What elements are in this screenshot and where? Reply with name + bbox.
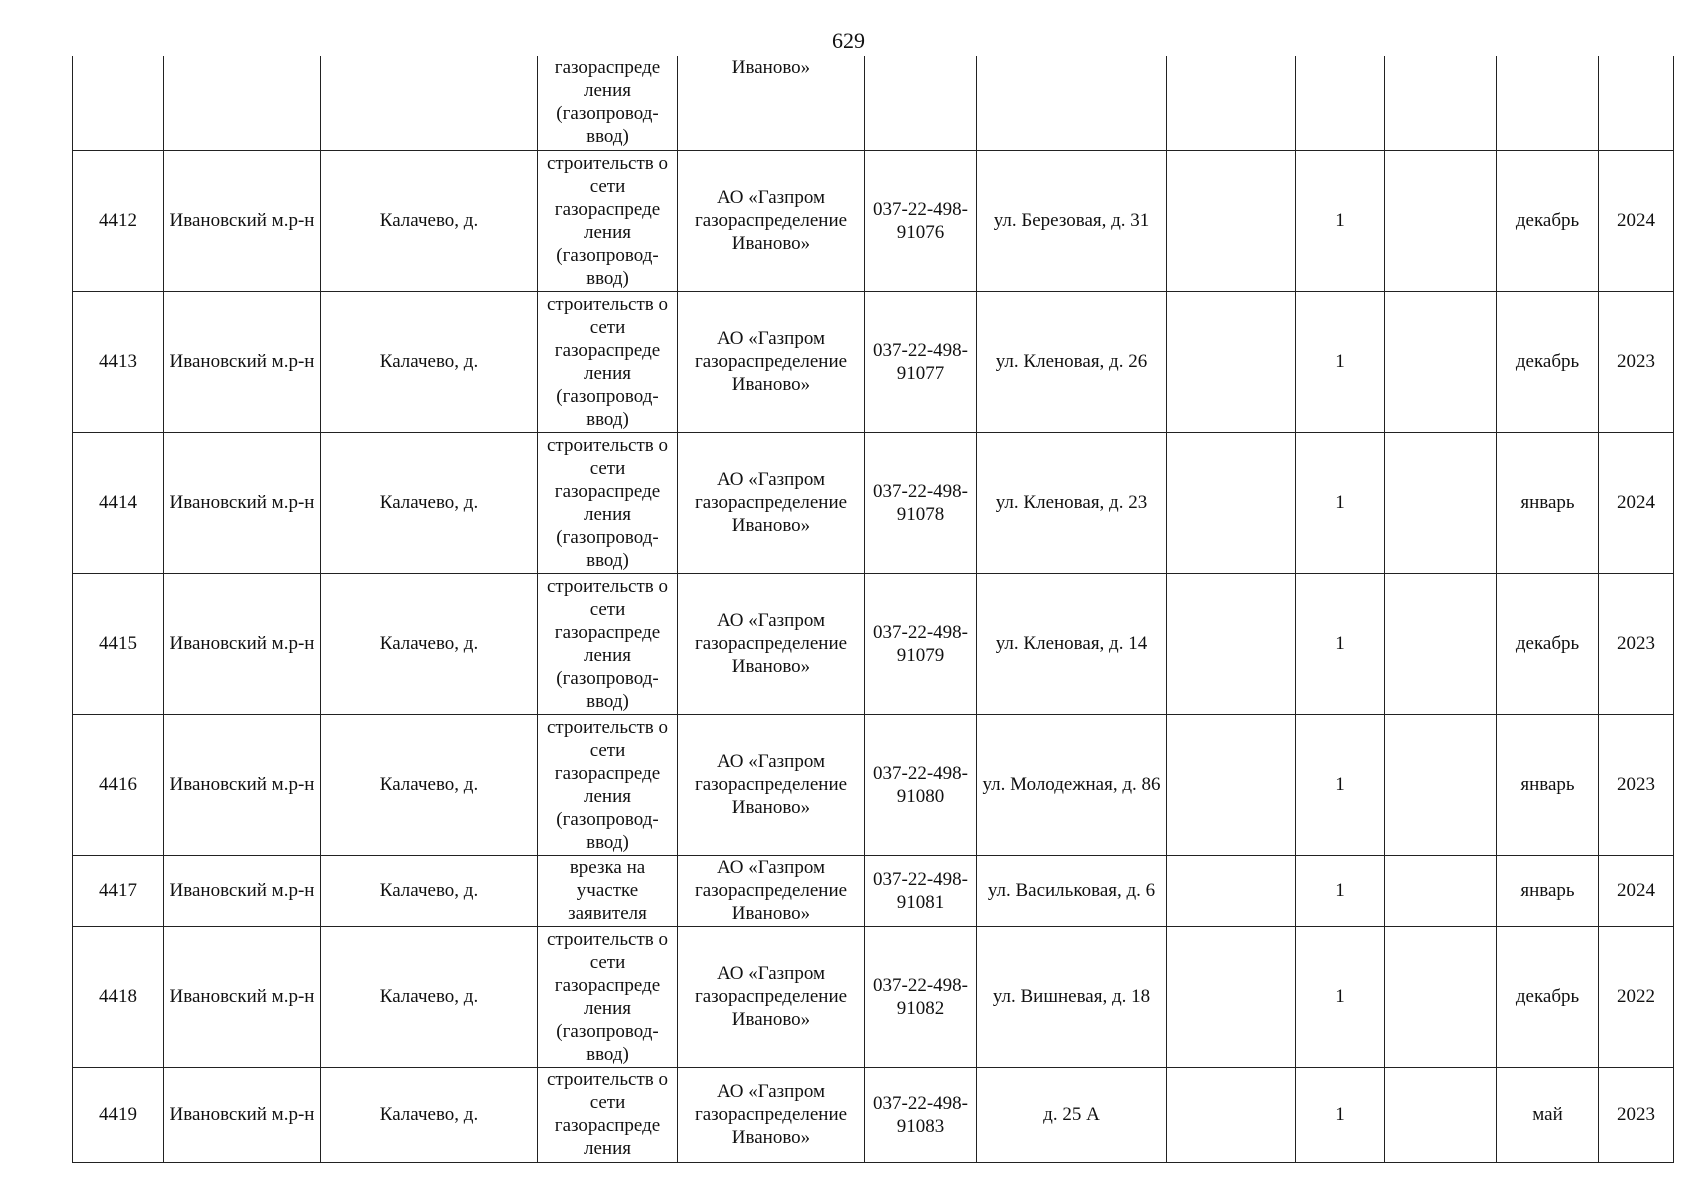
cell-num: 4412: [73, 150, 164, 291]
cell-org: АО «Газпром газораспределение Иваново»: [678, 432, 865, 573]
cell-year: 2024: [1599, 855, 1674, 926]
cell-address: ул. Молодежная, д. 86: [977, 714, 1167, 855]
cell-month: январь: [1497, 714, 1599, 855]
cell-month: январь: [1497, 432, 1599, 573]
cell-year: 2022: [1599, 926, 1674, 1067]
cell-locality: Калачево, д.: [321, 1067, 538, 1162]
cell-address: ул. Васильковая, д. 6: [977, 855, 1167, 926]
cell-org: АО «Газпром газораспределение Иваново»: [678, 926, 865, 1067]
cell-address: ул. Березовая, д. 31: [977, 150, 1167, 291]
cell-org: [678, 56, 865, 150]
table-row: [73, 926, 1674, 1067]
cell-code: [865, 56, 977, 150]
cell-month: май: [1497, 1067, 1599, 1162]
cell-district: Ивановский м.р-н: [164, 714, 321, 855]
cell-empty2: [1385, 56, 1497, 150]
cell-address: ул. Кленовая, д. 23: [977, 432, 1167, 573]
cell-district: Ивановский м.р-н: [164, 926, 321, 1067]
cell-month: декабрь: [1497, 926, 1599, 1067]
cell-year: [1599, 56, 1674, 150]
cell-district: Ивановский м.р-н: [164, 432, 321, 573]
cell-qty: 1: [1296, 291, 1385, 432]
cell-qty: 1: [1296, 926, 1385, 1067]
cell-work: строительств о сети газораспреде ления (газопровод-ввод): [538, 714, 678, 855]
cell-district: Ивановский м.р-н: [164, 1067, 321, 1162]
table-row: [73, 855, 1674, 926]
cell-num: 4415: [73, 573, 164, 714]
cell-work: строительств о сети газораспреде ления (газопровод-ввод): [538, 573, 678, 714]
table-row: [73, 573, 1674, 714]
cell-qty: 1: [1296, 855, 1385, 926]
cell-org: АО «Газпром газораспределение Иваново»: [678, 855, 865, 926]
cell-empty1: [1167, 1067, 1296, 1162]
cell-month: [1497, 56, 1599, 150]
cell-num: 4416: [73, 714, 164, 855]
cell-org: АО «Газпром газораспределение Иваново»: [678, 573, 865, 714]
cell-code: 037-22-498-91080: [865, 714, 977, 855]
cell-code: 037-22-498-91082: [865, 926, 977, 1067]
work-continuation: газораспреде ления (газопровод- ввод): [554, 57, 661, 147]
cell-qty: [1296, 56, 1385, 150]
cell-address: ул. Вишневая, д. 18: [977, 926, 1167, 1067]
cell-qty: 1: [1296, 714, 1385, 855]
cell-empty1: [1167, 926, 1296, 1067]
cell-empty1: [1167, 150, 1296, 291]
table-row: [73, 150, 1674, 291]
cell-work: строительств о сети газораспреде ления (газопровод-ввод): [538, 926, 678, 1067]
cell-locality: Калачево, д.: [321, 150, 538, 291]
cell-empty2: [1385, 432, 1497, 573]
cell-locality: Калачево, д.: [321, 714, 538, 855]
page-number: 629: [832, 28, 865, 53]
cell-locality: [321, 56, 538, 150]
continuation-row: [73, 56, 1674, 150]
cell-month: декабрь: [1497, 291, 1599, 432]
cell-district: Ивановский м.р-н: [164, 150, 321, 291]
cell-qty: 1: [1296, 150, 1385, 291]
gasification-table: [72, 56, 1674, 1163]
cell-address: д. 25 А: [977, 1067, 1167, 1162]
cell-locality: Калачево, д.: [321, 855, 538, 926]
cell-empty2: [1385, 855, 1497, 926]
cell-month: декабрь: [1497, 573, 1599, 714]
cell-locality: Калачево, д.: [321, 926, 538, 1067]
cell-locality: Калачево, д.: [321, 432, 538, 573]
cell-qty: 1: [1296, 573, 1385, 714]
cell-year: 2023: [1599, 573, 1674, 714]
cell-address: ул. Кленовая, д. 26: [977, 291, 1167, 432]
cell-empty2: [1385, 573, 1497, 714]
cell-empty1: [1167, 291, 1296, 432]
cell-locality: Калачево, д.: [321, 573, 538, 714]
cell-empty2: [1385, 150, 1497, 291]
cell-empty1: [1167, 714, 1296, 855]
cell-code: 037-22-498-91079: [865, 573, 977, 714]
cell-empty2: [1385, 714, 1497, 855]
cell-num: 4418: [73, 926, 164, 1067]
cell-month: декабрь: [1497, 150, 1599, 291]
cell-work: строительств о сети газораспреде ления (газопровод-ввод): [538, 150, 678, 291]
table-row: [73, 1067, 1674, 1162]
cell-district: Ивановский м.р-н: [164, 855, 321, 926]
cell-work: [538, 56, 678, 150]
org-continuation: Иваново»: [731, 57, 811, 78]
table-row: [73, 291, 1674, 432]
cell-year: 2024: [1599, 432, 1674, 573]
cell-org: АО «Газпром газораспределение Иваново»: [678, 291, 865, 432]
cell-org: АО «Газпром газораспределение Иваново»: [678, 714, 865, 855]
cell-code: 037-22-498-91076: [865, 150, 977, 291]
cell-qty: 1: [1296, 1067, 1385, 1162]
cell-num: 4419: [73, 1067, 164, 1162]
cell-year: 2023: [1599, 1067, 1674, 1162]
cell-empty2: [1385, 926, 1497, 1067]
cell-org: АО «Газпром газораспределение Иваново»: [678, 150, 865, 291]
cell-qty: 1: [1296, 432, 1385, 573]
table-row: [73, 432, 1674, 573]
cell-empty2: [1385, 291, 1497, 432]
cell-num: 4414: [73, 432, 164, 573]
cell-address: [977, 56, 1167, 150]
cell-code: 037-22-498-91083: [865, 1067, 977, 1162]
cell-locality: Калачево, д.: [321, 291, 538, 432]
cell-work: врезка на участке заявителя: [538, 855, 678, 926]
cell-code: 037-22-498-91081: [865, 855, 977, 926]
cell-year: 2023: [1599, 714, 1674, 855]
cell-year: 2023: [1599, 291, 1674, 432]
cell-org: АО «Газпром газораспределение Иваново»: [678, 1067, 865, 1162]
cell-empty1: [1167, 56, 1296, 150]
cell-num: 4413: [73, 291, 164, 432]
cell-code: 037-22-498-91077: [865, 291, 977, 432]
cell-district: Ивановский м.р-н: [164, 573, 321, 714]
cell-month: январь: [1497, 855, 1599, 926]
cell-district: [164, 56, 321, 150]
cell-address: ул. Кленовая, д. 14: [977, 573, 1167, 714]
cell-empty1: [1167, 855, 1296, 926]
cell-empty2: [1385, 1067, 1497, 1162]
cell-num: 4417: [73, 855, 164, 926]
table-row: [73, 714, 1674, 855]
cell-year: 2024: [1599, 150, 1674, 291]
cell-empty1: [1167, 432, 1296, 573]
cell-empty1: [1167, 573, 1296, 714]
cell-work: строительств о сети газораспреде ления (газопровод-ввод): [538, 432, 678, 573]
cell-district: Ивановский м.р-н: [164, 291, 321, 432]
cell-work: строительств о сети газораспреде ления (газопровод-ввод): [538, 291, 678, 432]
cell-work: строительств о сети газораспреде ления: [538, 1067, 678, 1162]
cell-code: 037-22-498-91078: [865, 432, 977, 573]
cell-num: [73, 56, 164, 150]
